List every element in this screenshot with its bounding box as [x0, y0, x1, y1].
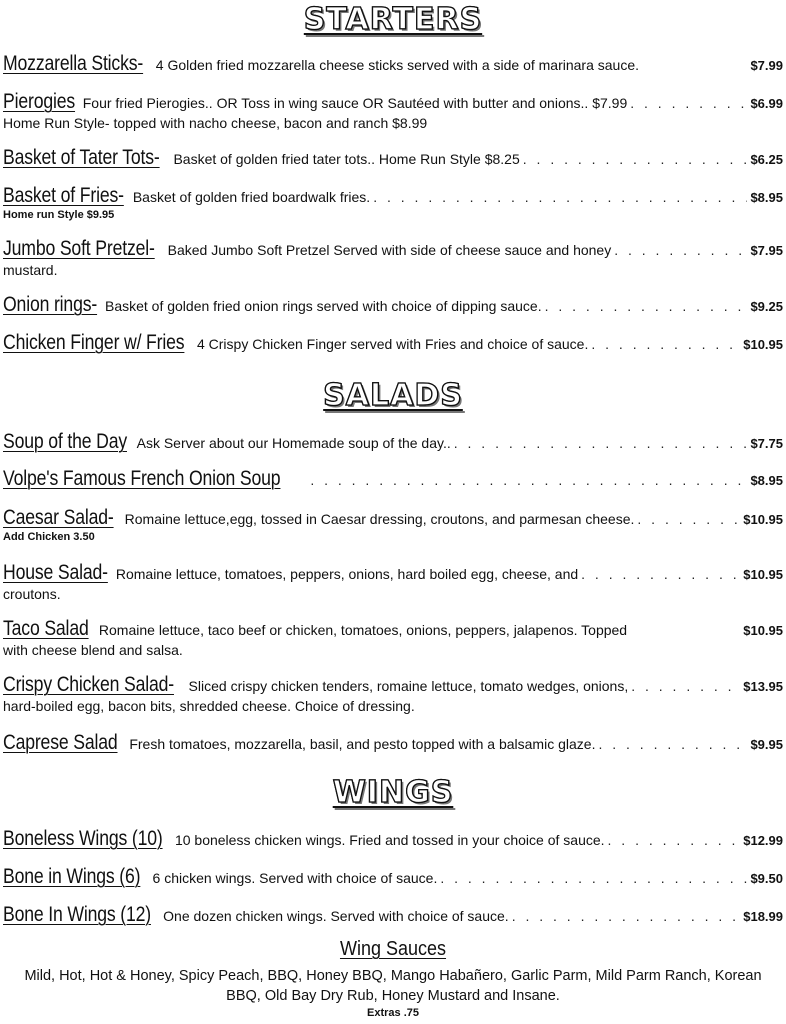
- item-name: Chicken Finger w/ Fries: [3, 331, 185, 354]
- item-price: $10.95: [743, 337, 783, 352]
- menu-item-bone-in-wings-6: [3, 865, 783, 889]
- item-description-continued: with cheese blend and salsa.: [3, 642, 183, 658]
- menu-item-pierogies: [3, 90, 783, 133]
- dot-leader: [581, 566, 740, 582]
- menu-item-caprese-salad: [3, 731, 783, 755]
- item-price: $10.95: [743, 623, 783, 638]
- item-description-continued: hard-boiled egg, bacon bits, shredded cheese. Choice of dressing.: [3, 698, 415, 714]
- item-price: $13.95: [743, 679, 783, 694]
- item-price: $7.75: [750, 436, 783, 451]
- menu-item-french-onion-soup: [3, 467, 783, 491]
- item-price: $10.95: [743, 512, 783, 527]
- item-description: Fresh tomatoes, mozzarella, basil, and pesto topped with a balsamic glaze.: [129, 736, 596, 752]
- item-name: Volpe's Famous French Onion Soup: [3, 467, 281, 490]
- wing-sauces-list: Mild, Hot, Hot & Honey, Spicy Peach, BBQ, Honey BBQ, Mango Habañero, Garlic Parm, Mild Parm Ranch, Korean BBQ, Old Bay Dry Rub, Honey Mustard and Insane.: [24, 968, 762, 1004]
- item-price: $9.95: [750, 737, 783, 752]
- item-price: $6.25: [750, 152, 783, 167]
- item-price: $9.50: [750, 871, 783, 886]
- dot-leader: [512, 908, 741, 924]
- starters-heading: STARTERS: [303, 2, 483, 37]
- item-name: Caprese Salad: [3, 731, 118, 754]
- item-description: Romaine lettuce,egg, tossed in Caesar dressing, croutons, and parmesan cheese.: [124, 511, 635, 527]
- item-name: Boneless Wings (10): [3, 827, 163, 850]
- dot-leader: [454, 435, 748, 451]
- menu-item-chicken-finger: [3, 331, 783, 355]
- menu-item-boneless-wings: [3, 827, 783, 851]
- item-price: $9.25: [750, 299, 783, 314]
- item-description: Basket of golden fried boardwalk fries.: [132, 189, 371, 205]
- item-description: Romaine lettuce, taco beef or chicken, tomatoes, onions, peppers, jalapenos. Topped: [98, 622, 628, 638]
- item-description: Basket of golden fried onion rings served with choice of dipping sauce.: [104, 298, 542, 314]
- dot-leader: [598, 736, 747, 752]
- item-name: Mozzarella Sticks-: [3, 52, 144, 75]
- menu-item-soft-pretzel: [3, 237, 783, 280]
- item-price: $6.99: [750, 96, 783, 111]
- wing-sauces-heading: Wing Sauces: [339, 938, 447, 960]
- item-add-on: Home run Style $9.95: [3, 209, 115, 221]
- salads-heading: SALADS: [323, 378, 463, 413]
- menu-item-caesar-salad: [3, 506, 783, 545]
- item-name: Jumbo Soft Pretzel-: [3, 237, 155, 260]
- item-name: Basket of Tater Tots-: [3, 146, 160, 169]
- wing-sauces-extras: Extras .75: [367, 1007, 419, 1019]
- item-add-on: Add Chicken 3.50: [3, 531, 95, 543]
- item-name: Caesar Salad-: [3, 506, 114, 529]
- item-description: One dozen chicken wings. Served with choice of sauce.: [163, 908, 509, 924]
- menu-item-bone-in-wings-12: [3, 903, 783, 927]
- menu-item-mozzarella-sticks: [3, 52, 783, 76]
- item-name: Bone In Wings (12): [3, 903, 151, 926]
- menu-item-soup-of-the-day: [3, 430, 783, 454]
- dot-leader: [630, 95, 747, 111]
- item-price: $18.99: [743, 909, 783, 924]
- dot-leader: [440, 870, 747, 886]
- item-name: Crispy Chicken Salad-: [3, 673, 174, 696]
- item-description: Romaine lettuce, tomatoes, peppers, onions, hard boiled egg, cheese, and: [115, 566, 579, 582]
- menu-item-basket-of-fries: [3, 184, 783, 223]
- item-name: Pierogies: [3, 90, 76, 113]
- item-description: Ask Server about our Homemade soup of the day..: [136, 435, 451, 451]
- item-name: Basket of Fries-: [3, 184, 124, 207]
- dot-leader: [373, 189, 747, 205]
- dot-leader: [637, 511, 740, 527]
- item-description-continued: mustard.: [3, 262, 58, 278]
- item-description: 10 boneless chicken wings. Fried and tossed in your choice of sauce.: [174, 832, 605, 848]
- wings-heading: WINGS: [332, 775, 454, 810]
- item-description-continued: croutons.: [3, 586, 61, 602]
- menu-item-onion-rings: [3, 293, 783, 317]
- menu-item-crispy-chicken-salad: [3, 673, 783, 716]
- item-name: Bone in Wings (6): [3, 865, 141, 888]
- item-price: $7.99: [750, 58, 783, 73]
- item-price: $8.95: [750, 190, 783, 205]
- item-description: 4 Crispy Chicken Finger served with Fries and choice of sauce.: [196, 336, 589, 352]
- item-price: $12.99: [743, 833, 783, 848]
- item-description: Basket of golden fried tater tots.. Home Run Style $8.25: [173, 151, 520, 167]
- item-description: Sliced crispy chicken tenders, romaine lettuce, tomato wedges, onions,: [188, 678, 629, 694]
- dot-leader: [614, 242, 747, 258]
- menu-item-tater-tots: [3, 146, 783, 170]
- dot-leader: [631, 678, 740, 694]
- item-description: Four fried Pierogies.. OR Toss in wing sauce OR Sautéed with butter and onions.. $7.99: [82, 95, 628, 111]
- dot-leader: [310, 472, 747, 488]
- menu-item-house-salad: [3, 561, 783, 604]
- item-name: Taco Salad: [3, 617, 89, 640]
- item-description: Baked Jumbo Soft Pretzel Served with side of cheese sauce and honey: [167, 242, 612, 258]
- item-description: 4 Golden fried mozzarella cheese sticks served with a side of marinara sauce.: [155, 57, 640, 73]
- menu-item-taco-salad: [3, 617, 783, 660]
- dot-leader: [608, 832, 741, 848]
- item-name: Soup of the Day: [3, 430, 127, 453]
- dot-leader: [523, 151, 748, 167]
- item-description-continued: Home Run Style- topped with nacho cheese, bacon and ranch $8.99: [3, 115, 428, 131]
- item-description: 6 chicken wings. Served with choice of sauce.: [152, 870, 438, 886]
- item-price: $8.95: [750, 473, 783, 488]
- item-name: House Salad-: [3, 561, 108, 584]
- dot-leader: [591, 336, 740, 352]
- item-price: $10.95: [743, 567, 783, 582]
- item-name: Onion rings-: [3, 293, 98, 316]
- dot-leader: [545, 298, 748, 314]
- item-price: $7.95: [750, 243, 783, 258]
